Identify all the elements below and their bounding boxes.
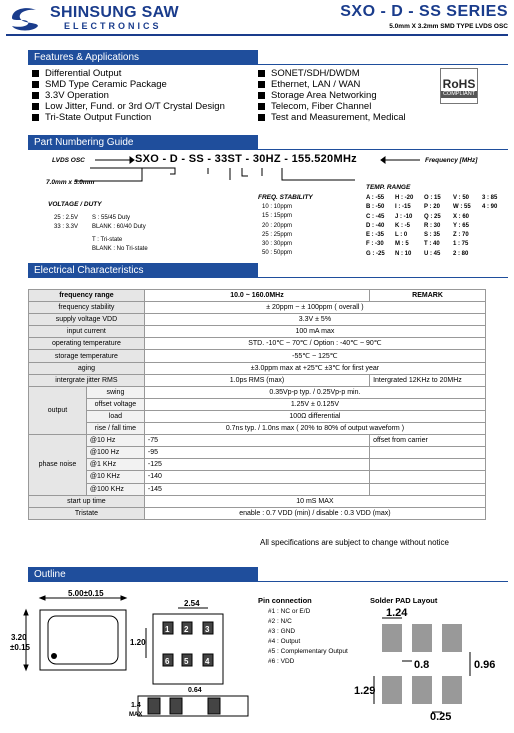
- table-row: [29, 483, 486, 495]
- thickness-max: MAX: [129, 712, 143, 718]
- temp-code: F : -30: [366, 241, 384, 248]
- table-header: REMARK: [370, 290, 486, 302]
- section-divider: [28, 581, 508, 582]
- temp-code: [482, 231, 511, 240]
- table-cell: storage temperature: [29, 350, 145, 362]
- height-tol: ±0.15: [10, 643, 30, 652]
- pad-layout-drawing: [352, 606, 512, 730]
- height-dim: 3.20: [11, 633, 27, 642]
- rohs-compliant: COMPLIANT: [442, 91, 476, 97]
- pin-list: [268, 607, 348, 667]
- temp-row: [366, 250, 512, 259]
- list-item: SONET/SDH/DWDM: [258, 68, 406, 79]
- size-label: 7.0mm x 5.0mm: [46, 179, 95, 186]
- temp-grid: [366, 194, 512, 259]
- table-cell: 1.0ps RMS (max): [144, 374, 369, 386]
- list-item: #6 : VDD: [268, 658, 295, 665]
- temp-code: O : 15: [424, 195, 441, 201]
- table-cell: -55℃ ~ 125℃: [144, 350, 485, 362]
- list-item: Ethernet, LAN / WAN: [258, 79, 406, 90]
- list-item: 50 : 50ppm: [262, 250, 293, 257]
- list-item: 30 : 30ppm: [262, 241, 293, 248]
- voltage-list: [54, 214, 78, 232]
- temp-code: H : -20: [395, 195, 414, 201]
- table-row: [29, 338, 486, 350]
- table-cell: load: [86, 410, 144, 422]
- pin-number: 4: [205, 657, 210, 666]
- table-cell: ± 20ppm ~ ± 100ppm ( overall ): [144, 302, 485, 314]
- list-item: Differential Output: [32, 68, 225, 79]
- list-item: #2 : N/C: [268, 618, 292, 625]
- pad-dim: 0.96: [474, 659, 496, 671]
- temp-code: G : -25: [366, 250, 385, 257]
- company-logo-icon: [8, 4, 42, 32]
- temp-code: [482, 222, 511, 231]
- temp-code: Z : 70: [453, 232, 469, 239]
- pin-number: 6: [165, 657, 170, 666]
- temp-row: [366, 231, 512, 240]
- table-cell: [370, 447, 486, 459]
- temp-code: 1 : 75: [453, 241, 469, 248]
- temp-code: 2 : 80: [453, 250, 469, 257]
- table-cell: frequency stability: [29, 302, 145, 314]
- table-cell: @1 KHz: [86, 459, 144, 471]
- list-item: Tri-State Output Function: [32, 112, 225, 123]
- table-cell: [370, 459, 486, 471]
- table-row: [29, 374, 486, 386]
- table-cell: @100 Hz: [86, 447, 144, 459]
- list-item: SMD Type Ceramic Package: [32, 79, 225, 90]
- pad-title: Solder PAD Layout: [370, 596, 438, 605]
- table-header: 10.0 ~ 160.0MHz: [144, 290, 369, 302]
- table-cell: @100 KHz: [86, 483, 144, 495]
- table-row: [29, 459, 486, 471]
- list-item: 33 : 3.3V: [54, 224, 79, 230]
- table-row: [29, 495, 486, 507]
- table-cell: 0.35Vp-p typ. / 0.25Vp-p min.: [144, 386, 485, 398]
- part-number: SXO - D - SS - 33ST - 30HZ - 155.520MHz: [135, 153, 357, 165]
- table-row: [29, 471, 486, 483]
- table-cell: aging: [29, 362, 145, 374]
- temp-code: E : -35: [366, 232, 385, 239]
- temp-row: [366, 240, 512, 249]
- pin-number: 1: [165, 625, 170, 634]
- table-row: [29, 410, 486, 422]
- part-section-title: Part Numbering Guide: [28, 135, 258, 150]
- temp-code: X : 60: [453, 213, 470, 220]
- pad-width-dim: 0.64: [188, 687, 202, 694]
- table-cell: @10 Hz: [86, 435, 144, 447]
- list-item: Telecom, Fiber Channel: [258, 101, 406, 112]
- list-item: 20 : 20ppm: [262, 222, 293, 229]
- table-cell: intergrate jitter RMS: [29, 374, 145, 386]
- table-cell: -140: [144, 471, 369, 483]
- temp-code: J : -10: [395, 213, 413, 220]
- temp-code: I : -15: [395, 204, 411, 211]
- temp-code: V : 50: [453, 195, 470, 201]
- temp-code: Q : 25: [424, 213, 441, 220]
- table-cell: offset voltage: [86, 398, 144, 410]
- pitch-dim: 2.54: [184, 599, 200, 608]
- table-cell: supply voltage VDD: [29, 314, 145, 326]
- duty-list: [92, 214, 146, 232]
- rohs-badge: [440, 68, 478, 104]
- features-list-left: [32, 68, 225, 123]
- temp-code: P : 20: [424, 204, 440, 211]
- pad-dim: 1.24: [386, 607, 408, 619]
- tristate-list: [92, 236, 148, 254]
- pin-title: Pin connection: [258, 596, 312, 605]
- table-cell: 100 mA max: [144, 326, 485, 338]
- list-item: BLANK : No Tri-state: [92, 246, 148, 252]
- stability-list: [262, 203, 292, 259]
- table-cell: 10 mS MAX: [144, 495, 485, 507]
- table-cell: [370, 471, 486, 483]
- list-item: 3.3V Operation: [32, 90, 225, 101]
- table-cell: output: [29, 386, 87, 434]
- table-cell: enable : 0.7 VDD (min) / disable : 0.3 VDD (max): [144, 507, 485, 519]
- frequency-label: Frequency [MHz]: [425, 157, 478, 164]
- temp-row: [366, 222, 512, 231]
- temp-code: T : 40: [424, 241, 440, 248]
- table-cell: 1.25V ± 0.125V: [144, 398, 485, 410]
- series-subtitle: 5.0mm X 3.2mm SMD TYPE LVDS OSC: [389, 23, 508, 30]
- temp-code: U : 45: [424, 250, 441, 257]
- temp-code: [482, 250, 511, 259]
- voltage-title: VOLTAGE / DUTY: [48, 201, 102, 208]
- temp-code: M : 5: [395, 241, 409, 248]
- table-cell: start up time: [29, 495, 145, 507]
- pin-number: 2: [184, 625, 189, 634]
- electrical-table: [28, 289, 486, 520]
- temp-code: D : -40: [366, 222, 385, 229]
- list-item: Low Jitter, Fund. or 3rd O/T Crystal Design: [32, 101, 225, 112]
- table-cell: STD. -10℃ ~ 70℃ / Option : -40℃ ~ 90℃: [144, 338, 485, 350]
- temp-code: R : 30: [424, 222, 441, 229]
- table-cell: 100Ω differential: [144, 410, 485, 422]
- table-cell: -75: [144, 435, 369, 447]
- lvds-label: LVDS OSC: [52, 157, 85, 164]
- electrical-section-title: Electrical Characteristics: [28, 263, 258, 278]
- list-item: 25 : 25ppm: [262, 231, 293, 238]
- temp-code: [482, 213, 511, 222]
- list-item: #4 : Output: [268, 638, 301, 645]
- features-section-title: Features & Applications: [28, 50, 258, 65]
- temp-row: [366, 203, 512, 212]
- temp-code: [482, 240, 511, 249]
- temp-row: [366, 213, 512, 222]
- table-cell: operating temperature: [29, 338, 145, 350]
- list-item: Storage Area Networking: [258, 90, 406, 101]
- pad-dim: 1.20: [130, 638, 146, 647]
- table-cell: swing: [86, 386, 144, 398]
- table-row: [29, 398, 486, 410]
- list-item: 10 : 10ppm: [262, 204, 293, 210]
- table-cell: offset from carrier: [370, 435, 486, 447]
- table-cell: [370, 483, 486, 495]
- table-cell: rise / fall time: [86, 423, 144, 435]
- table-cell: -95: [144, 447, 369, 459]
- table-cell: phase noise: [29, 435, 87, 495]
- rohs-text: RoHS: [442, 77, 476, 91]
- pin1-mark-icon: [51, 653, 57, 659]
- table-cell: ±3.0ppm max at +25℃ ±3℃ for first year: [144, 362, 485, 374]
- temp-code: W : 55: [453, 204, 471, 211]
- temp-code: L : 0: [395, 232, 408, 239]
- brand-name: SHINSUNG SAW: [50, 4, 179, 21]
- outline-section-title: Outline: [28, 567, 258, 582]
- list-item: 15 : 15ppm: [262, 213, 293, 220]
- list-item: #5 : Complementary Output: [268, 648, 348, 655]
- thickness-dim: 1.4: [131, 702, 141, 709]
- outline-drawing: [8, 588, 253, 733]
- temp-code: S : 35: [424, 232, 441, 239]
- section-divider: [28, 64, 508, 65]
- table-cell: Tristate: [29, 507, 145, 519]
- series-title: SXO - D - SS SERIES: [340, 3, 508, 20]
- temp-code: B : -50: [366, 204, 385, 211]
- pin-number: 5: [184, 657, 189, 666]
- header-divider: [6, 34, 508, 36]
- brand-subtitle: ELECTRONICS: [64, 21, 162, 31]
- table-cell: @10 KHz: [86, 471, 144, 483]
- list-item: 25 : 2.5V: [54, 215, 79, 221]
- temp-code: N : 10: [395, 250, 412, 257]
- temp-row: [366, 194, 512, 203]
- table-row: [29, 507, 486, 519]
- list-item: #1 : NC or E/D: [268, 608, 311, 615]
- features-list-right: [258, 68, 406, 123]
- temp-code: Y : 65: [453, 222, 469, 229]
- table-row: [29, 302, 486, 314]
- table-row: [29, 290, 486, 302]
- list-item: #3 : GND: [268, 628, 296, 635]
- pad-dim: 1.29: [354, 685, 376, 697]
- table-row: [29, 326, 486, 338]
- table-row: [29, 314, 486, 326]
- width-dim: 5.00±0.15: [68, 589, 104, 598]
- list-item: Test and Measurement, Medical: [258, 112, 406, 123]
- table-row: [29, 447, 486, 459]
- pad-dim: 0.25: [430, 711, 452, 723]
- section-divider: [28, 277, 508, 278]
- table-header: frequency range: [29, 290, 145, 302]
- table-cell: input current: [29, 326, 145, 338]
- stability-title: FREQ. STABILITY: [258, 194, 313, 201]
- table-cell: 3.3V ± 5%: [144, 314, 485, 326]
- table-row: [29, 423, 486, 435]
- temp-title: TEMP. RANGE: [366, 184, 411, 191]
- table-row: [29, 350, 486, 362]
- table-row: [29, 386, 486, 398]
- table-row: [29, 435, 486, 447]
- temp-code: C : -45: [366, 213, 385, 220]
- list-item: T : Tri-state: [92, 237, 123, 243]
- pad-dim: 0.8: [414, 659, 430, 671]
- list-item: S : 55/45 Duty: [92, 215, 131, 221]
- table-cell: -125: [144, 459, 369, 471]
- table-cell: -145: [144, 483, 369, 495]
- table-row: [29, 362, 486, 374]
- spec-note: All specifications are subject to change without notice: [260, 538, 449, 547]
- pin-number: 3: [205, 625, 210, 634]
- table-cell: Intergrated 12KHz to 20MHz: [370, 374, 486, 386]
- table-cell: 0.7ns typ. / 1.0ns max ( 20% to 80% of output waveform ): [144, 423, 485, 435]
- temp-code: 3 : 85: [482, 195, 498, 201]
- temp-code: K : -5: [395, 222, 410, 229]
- temp-code: 4 : 90: [482, 204, 498, 211]
- list-item: BLANK : 60/40 Duty: [92, 224, 146, 230]
- temp-code: A : -55: [366, 195, 385, 201]
